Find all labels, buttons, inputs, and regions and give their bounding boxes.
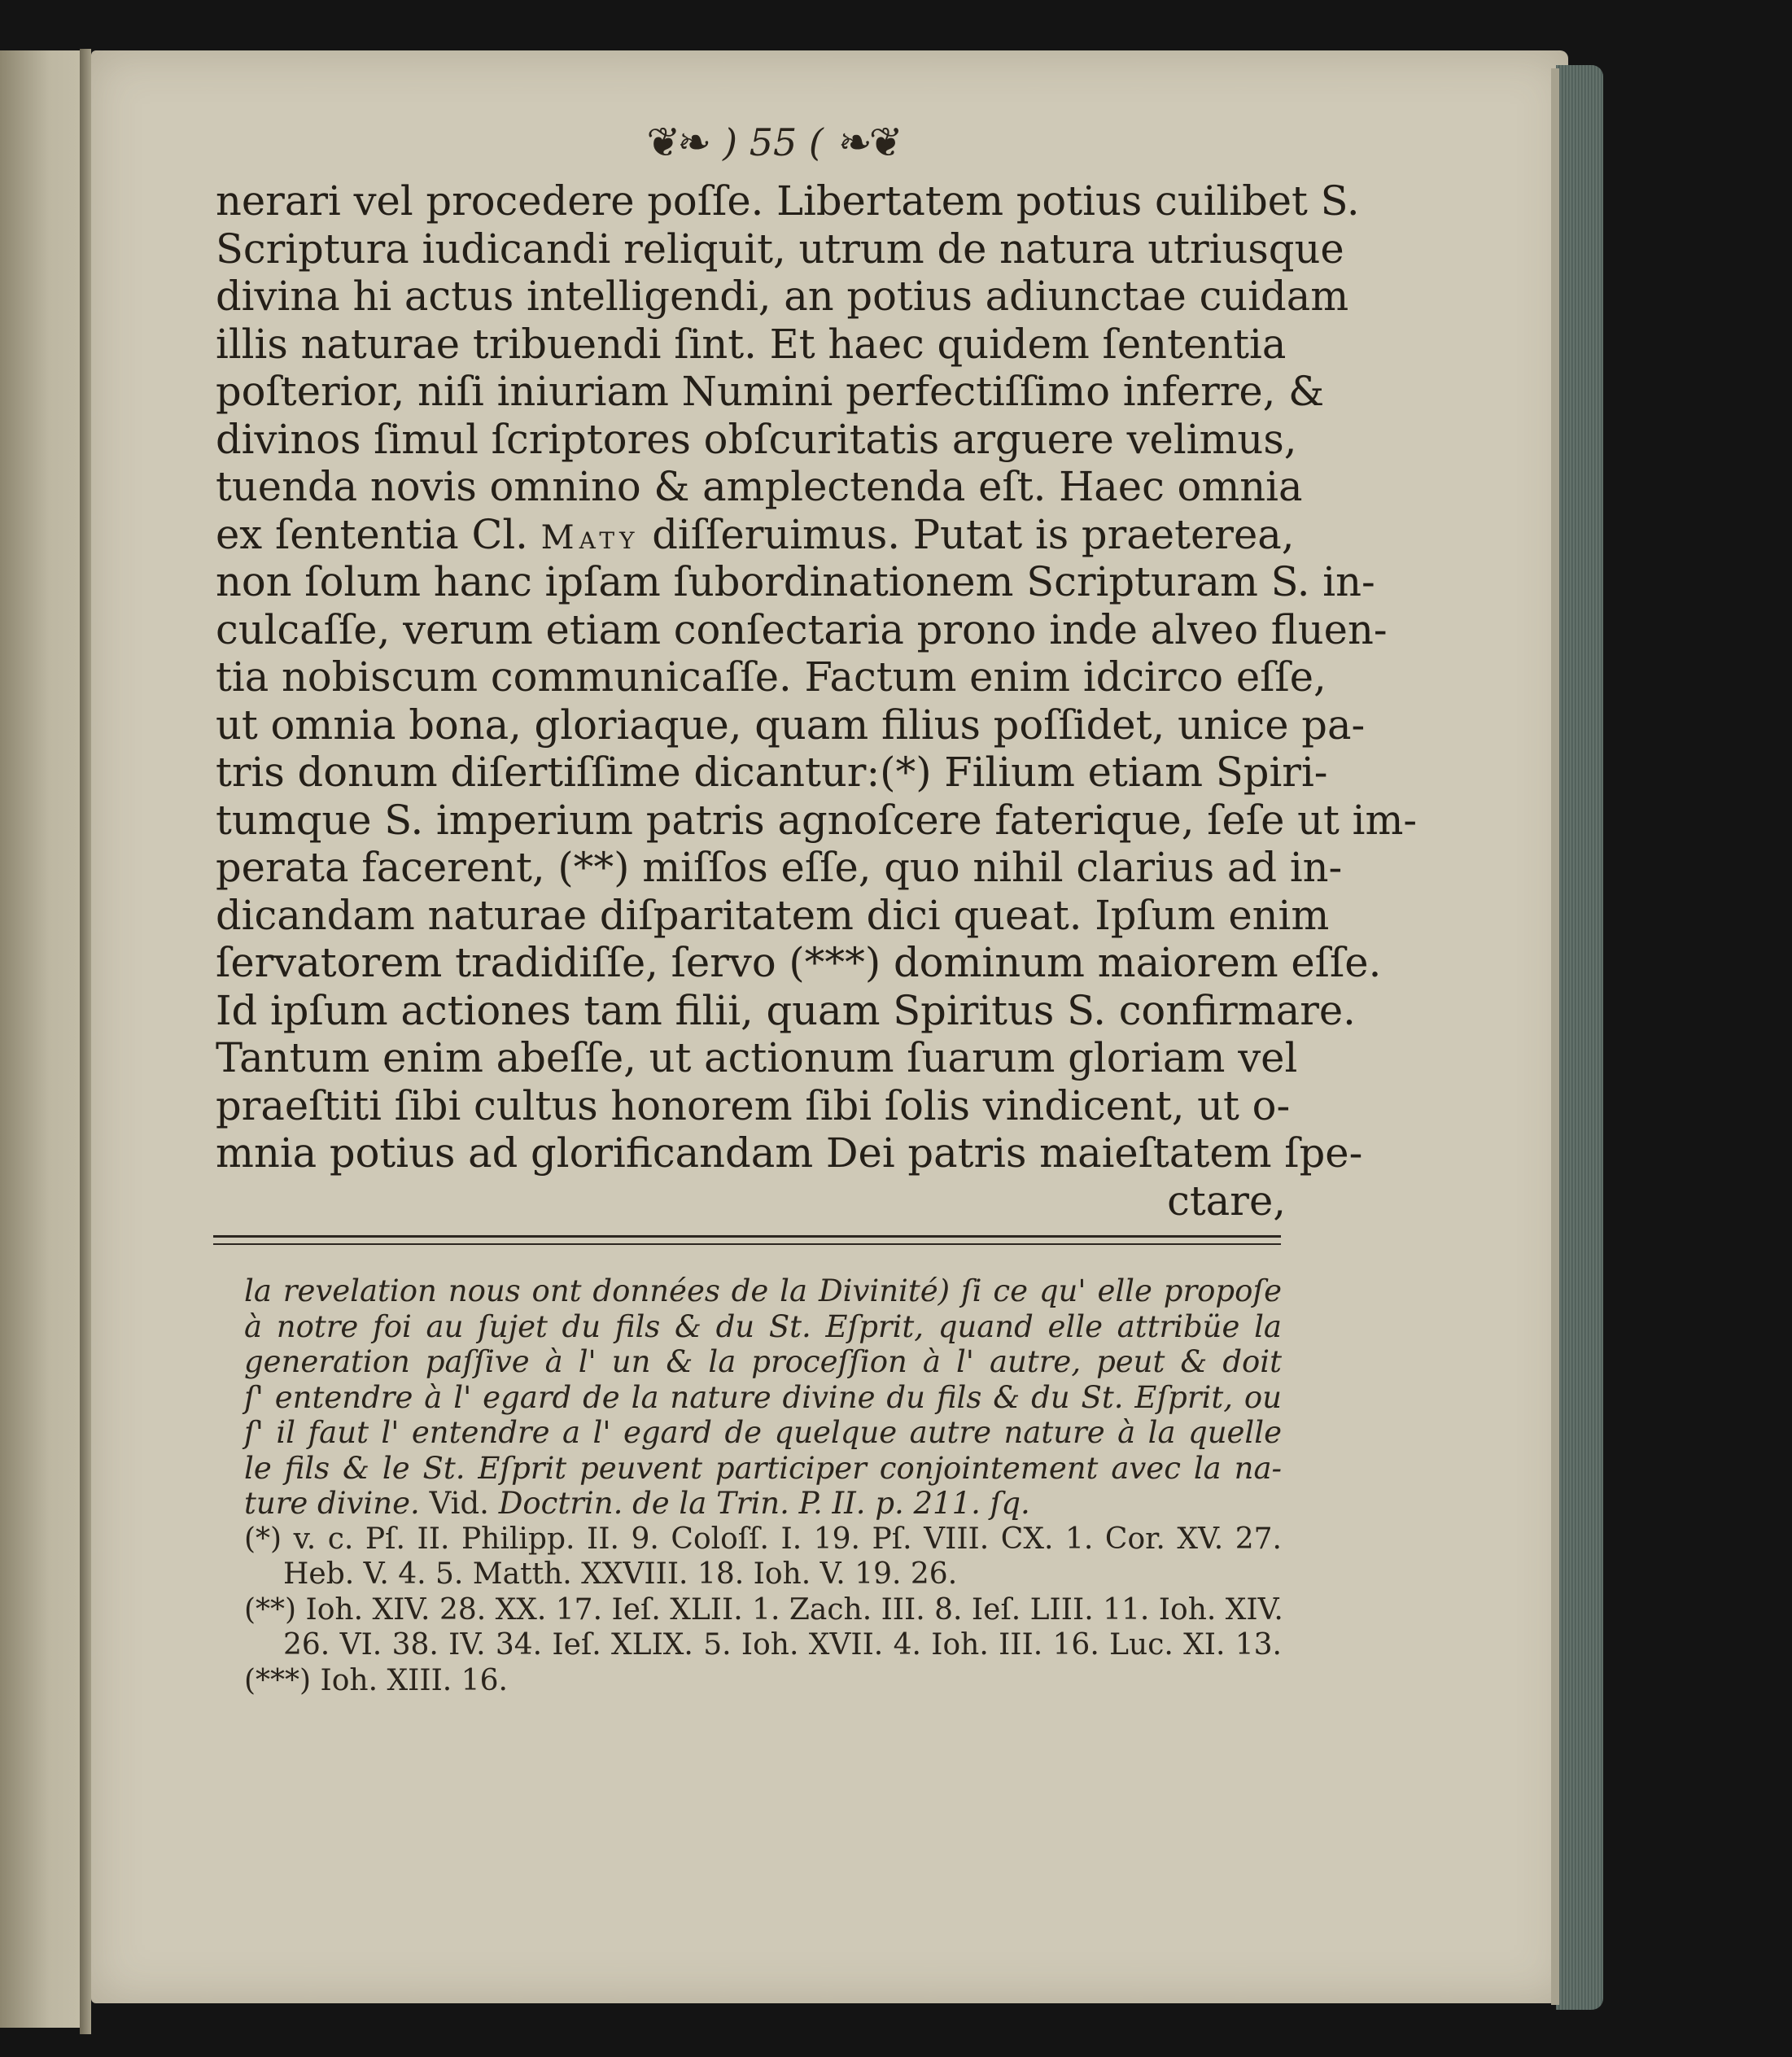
footnote-line: à notre foi au ſujet du fils & du St. Eſprit, quand elle attribüe la [244,1308,1282,1344]
text-line: illis naturae tribuendi ſint. Et haec quidem ſententia [216,320,1287,368]
footnote-rule [213,1235,1281,1245]
vid-prefix: Vid. [429,1486,489,1521]
running-header [562,114,985,171]
text-line: ſervatorem tradidiſſe, ſervo (***) dominum maiorem eſſe. [216,939,1382,986]
book-gutter [80,49,91,2034]
text-fragment: ex ſententia Cl. [216,510,528,558]
text-line: non ſolum hanc ipſam ſubordinationem Scripturam S. in- [216,558,1375,605]
text-line: culcaſſe, verum etiam conſectaria prono inde alveo fluen- [216,605,1388,653]
text-line: Tantum enim abeſſe, ut actionum ſuarum gloriam vel [216,1034,1298,1081]
text-line: nerari vel procedere poſſe. Libertatem potius cuilibet S. [216,177,1360,225]
footnote-ref-line: (***) Ioh. XIII. 16. [244,1663,508,1697]
footnote-line: generation paſſive à l' un & la proceſſion à l' autre, peut & doit [244,1344,1282,1379]
page-edge-shadow [1551,68,1559,2005]
author-name: Maty [540,518,640,557]
footnote-ref-line: (**) Ioh. XIV. 28. XX. 17. Ieſ. XLII. 1. Zach. III. 8. Ieſ. LIII. 11. Ioh. XIV. [244,1592,1283,1627]
main-text-block [216,177,1418,1225]
text-line: poſterior, niſi iniuriam Numini perfectiſſimo inferre, & [216,368,1325,415]
text-fragment: diſſeruimus. Putat is praeterea, [652,510,1295,558]
footnote-line: ſ' entendre à l' egard de la nature divine du fils & du St. Eſprit, ou [244,1379,1282,1415]
footnote-references [244,1522,1282,1699]
text-line: tia nobiscum communicaſſe. Factum enim idcirco eſſe, [216,653,1327,701]
text-line-with-author [216,510,1295,559]
catchword: ctare, [1167,1177,1286,1225]
footnote-continuation [244,1273,1282,1522]
footnote-fragment: ture divine. [244,1486,420,1521]
ornament-left-icon: ❦❧ [646,119,709,166]
text-line: divina hi actus intelligendi, an potius adiunctae cuidam [216,273,1349,320]
footnote-line: ſ' il faut l' entendre a l' egard de quelque autre nature à la quelle [244,1415,1282,1450]
text-line: divinos ſimul ſcriptores obſcuritatis arguere velimus, [216,415,1297,463]
text-line: ut omnia bona, gloriaque, quam filius poſſidet, unice pa- [216,701,1366,749]
page-block-edge [1556,65,1603,2010]
facing-page-edge [0,50,90,2028]
footnote-line: la revelation nous ont données de la Divinité) ſi ce qu' elle propoſe [244,1273,1282,1308]
text-line: dicandam naturae diſparitatem dici queat. Ipſum enim [216,891,1330,939]
text-line: tris donum diſertiſſime dicantur:(*) Filium etiam Spiri- [216,749,1328,796]
text-line: tuenda novis omnino & amplectenda eſt. Haec omnia [216,463,1303,510]
footnote-ref-line: (*) v. c. Pſ. II. Philipp. II. 9. Coloſſ. I. 19. Pſ. VIII. CX. 1. Cor. XV. 27. [244,1522,1282,1556]
footnote-ref-line: Heb. V. 4. 5. Matth. XXVIII. 18. Ioh. V. 19. 26. [283,1557,958,1591]
ornament-right-icon: ❧❦ [837,119,900,166]
footnote-line: le fils & le St. Eſprit peuvent participer conjointement avec la na- [244,1450,1282,1486]
text-line: Scriptura iudicandi reliquit, utrum de natura utriusque [216,225,1344,273]
text-line: mnia potius ad glorificandam Dei patris maieſtatem ſpe- [216,1129,1363,1177]
text-line: perata facerent, (**) miſſos eſſe, quo nihil clarius ad in- [216,844,1343,891]
vid-reference: Doctrin. de la Trin. P. II. p. 211. ſq. [498,1486,1030,1521]
text-line: tumque S. imperium patris agnoſcere faterique, ſeſe ut im- [216,796,1418,844]
footnote-line [244,1486,1282,1522]
text-line: Id ipſum actiones tam filii, quam Spiritus S. confirmare. [216,986,1356,1034]
footnote-ref-line: 26. VI. 38. IV. 34. Ieſ. XLIX. 5. Ioh. XVII. 4. Ioh. III. 16. Luc. XI. 13. [283,1628,1282,1662]
footnotes-block [244,1273,1282,1698]
page-number: ) 55 ( [723,120,824,164]
text-line: praeſtiti ſibi cultus honorem ſibi ſolis vindicent, ut o- [216,1081,1291,1129]
